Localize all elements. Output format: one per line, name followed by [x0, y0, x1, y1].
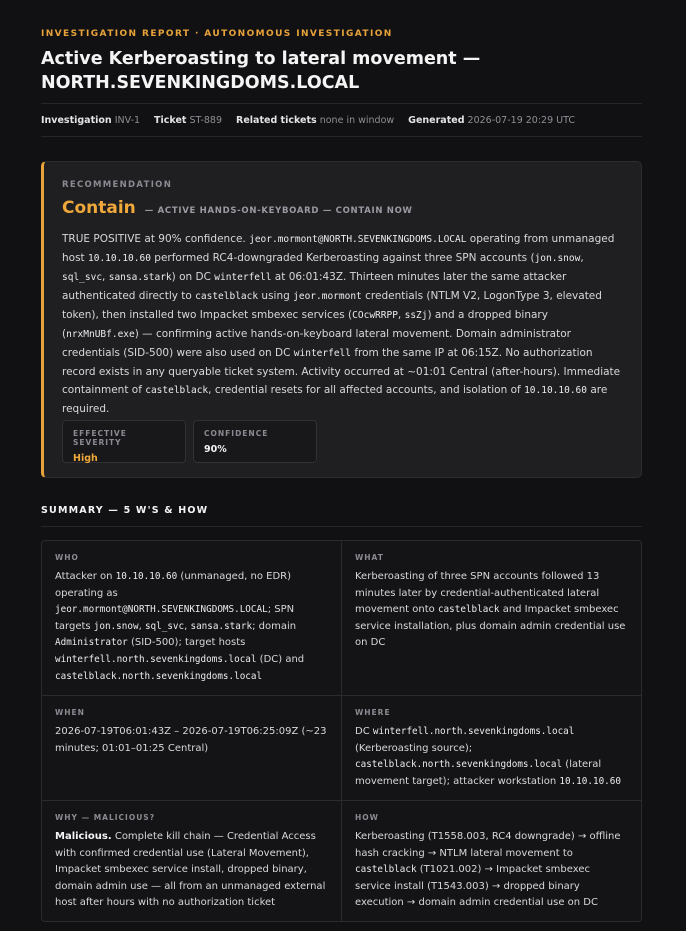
meta-investigation: Investigation INV-1	[41, 114, 141, 126]
recommendation-action: Contain	[62, 198, 136, 218]
metric-value: 90%	[204, 444, 227, 455]
summary-what	[342, 541, 641, 696]
text-run: DC	[355, 726, 373, 737]
code-token: castelblack.north.sevenkingdoms.local	[355, 759, 563, 771]
code-token: winterfell	[214, 272, 272, 283]
cell-label: WHEN	[55, 708, 85, 717]
text-run: (unmanaged, no EDR) operating as	[55, 571, 292, 599]
text-run: performed RC4-downgraded Kerberoasting against three SPN accounts (	[150, 252, 535, 264]
code-token: Administrator	[55, 637, 128, 649]
text-run: from the same IP at 06:15Z. No authorization record exists in any queryable ticket system. Activity occurred at ~01:01 Central (after-hours). Immediate containment of	[62, 347, 621, 396]
code-token: ssZj	[404, 310, 428, 321]
metric-label: EFFECTIVE SEVERITY	[73, 429, 127, 447]
code-token: jeor.mormont	[293, 291, 362, 302]
cell-label: HOW	[355, 813, 379, 822]
effective-severity-metric	[62, 420, 186, 463]
text-run: credentials (NTLM V2, LogonType 3, elevated token), then installed two Impacket smbexec services (	[62, 290, 602, 321]
summary-divider	[41, 526, 642, 527]
summary-how	[342, 801, 641, 921]
code-token: nrxMnUBf.exe	[66, 329, 135, 340]
code-token: castelblack	[195, 291, 259, 302]
recommendation-body	[62, 230, 628, 418]
text-run: 2026-07-19T06:01:43Z – 2026-07-19T06:25:09Z (~23 minutes; 01:01–01:25 Central)	[55, 726, 327, 754]
summary-who	[42, 541, 342, 696]
text-run: ,	[102, 271, 109, 283]
confidence-metric	[193, 420, 317, 463]
summary-title: SUMMARY — 5 W'S & HOW	[41, 505, 209, 516]
cell-label: WHY — MALICIOUS?	[55, 813, 156, 822]
text-run: Kerberoasting (T1558.003, RC4 downgrade) → offline hash cracking → NTLM lateral movement to	[355, 831, 621, 859]
summary-where	[342, 696, 641, 801]
text-run: (lateral movement target); attacker workstation	[355, 759, 602, 787]
text-run: ,	[580, 252, 584, 264]
cell-text	[355, 724, 628, 790]
metric-value: High	[73, 453, 98, 464]
code-token: 10.10.10.60	[88, 253, 151, 264]
meta-generated: Generated 2026-07-19 20:29 UTC	[408, 114, 575, 126]
code-token: castelblack	[355, 864, 417, 876]
code-token: castelblack	[145, 385, 209, 396]
text-run: ,	[397, 309, 405, 321]
metric-label: CONFIDENCE	[204, 429, 269, 438]
cell-label: WHAT	[355, 553, 384, 562]
recommendation-subtitle: — ACTIVE HANDS-ON-KEYBOARD — CONTAIN NOW	[144, 206, 413, 216]
text-run: (T1021.002) → Impacket smbexec service install (T1543.003) → dropped binary execution → domain admin credential use on DC	[355, 864, 598, 909]
text-run: ,	[184, 620, 191, 632]
text-run: ,	[138, 620, 145, 632]
code-token: 10.10.10.60	[524, 385, 587, 396]
code-token: sql_svc	[144, 620, 185, 632]
code-token: winterfell.north.sevenkingdoms.local	[55, 653, 257, 665]
summary-why	[42, 801, 342, 921]
text-run: Malicious.	[55, 831, 112, 842]
code-token: sql_svc	[62, 272, 103, 283]
text-run: Kerberoasting of three SPN accounts followed 13 minutes later by credential-authenticated lateral movement onto	[355, 571, 600, 616]
code-token: jeor.mormont@NORTH.SEVENKINGDOMS.LOCAL	[55, 604, 268, 616]
code-token: 10.10.10.60	[115, 571, 178, 582]
text-run: at 06:01:43Z. Thirteen minutes later the same attacker authenticated directly to	[62, 271, 567, 302]
cell-text	[355, 829, 628, 912]
meta-bar	[41, 103, 642, 137]
text-run: are required.	[62, 384, 608, 415]
text-run: (SID-500); target hosts	[127, 637, 246, 649]
recommendation-card	[41, 161, 642, 478]
cell-label: WHERE	[355, 708, 391, 717]
text-run: and Impacket smbexec service installation, plus domain admin credential use on DC	[355, 604, 626, 649]
text-run: (Kerberoasting source);	[355, 742, 473, 754]
cell-text	[355, 569, 628, 652]
code-token: winterfell.north.sevenkingdoms.local	[372, 726, 575, 737]
code-token: COcwRRPP	[352, 310, 398, 321]
meta-ticket: Ticket ST-889	[154, 114, 223, 126]
code-token: sansa.stark	[108, 272, 172, 283]
cell-text	[55, 829, 328, 912]
code-token: castelblack.north.sevenkingdoms.local	[55, 670, 263, 682]
summary-when	[42, 696, 342, 801]
text-run: ; SPN targets	[55, 604, 295, 632]
code-token: sansa.stark	[190, 620, 253, 632]
text-run: TRUE POSITIVE at 90% confidence.	[62, 233, 250, 245]
code-token: castelblack	[437, 604, 500, 616]
text-run: using	[258, 290, 294, 302]
cell-text	[55, 724, 328, 757]
code-token: winterfell	[293, 348, 351, 359]
code-token: jon.snow	[534, 253, 581, 264]
code-token: jon.snow	[93, 620, 139, 632]
recommendation-heading	[62, 198, 413, 218]
report-title: Active Kerberoasting to lateral movement — NORTH.SEVENKINGDOMS.LOCAL	[41, 49, 481, 93]
text-run: ) — confirming active hands-on-keyboard lateral movement. Domain administrator credentials (SID-500) were also used on DC	[62, 328, 571, 359]
cell-label: WHO	[55, 553, 79, 562]
cell-text	[55, 569, 328, 685]
text-run: Attacker on	[55, 571, 116, 582]
code-token: jeor.mormont@NORTH.SEVENKINGDOMS.LOCAL	[249, 234, 467, 245]
recommendation-label: RECOMMENDATION	[62, 180, 173, 190]
summary-grid	[41, 540, 642, 922]
text-run: , credential resets for all affected accounts, and isolation of	[208, 384, 525, 396]
text-run: Complete kill chain — Credential Access with confirmed credential use (Lateral Movement), Impacket smbexec service install, dropped binary, domain admin use — all from an unmanaged external host after hours with no authorization ticket	[55, 831, 326, 909]
text-run: (DC) and	[256, 653, 305, 665]
text-run: ) on DC	[171, 271, 215, 283]
report-eyebrow: INVESTIGATION REPORT · AUTONOMOUS INVESTIGATION	[41, 29, 393, 39]
meta-related-tickets: Related tickets none in window	[236, 114, 395, 126]
text-run: operating from unmanaged host	[62, 233, 615, 264]
text-run: ; domain	[252, 620, 297, 632]
text-run: ) and a dropped binary (	[62, 309, 548, 340]
code-token: 10.10.10.60	[559, 775, 621, 787]
